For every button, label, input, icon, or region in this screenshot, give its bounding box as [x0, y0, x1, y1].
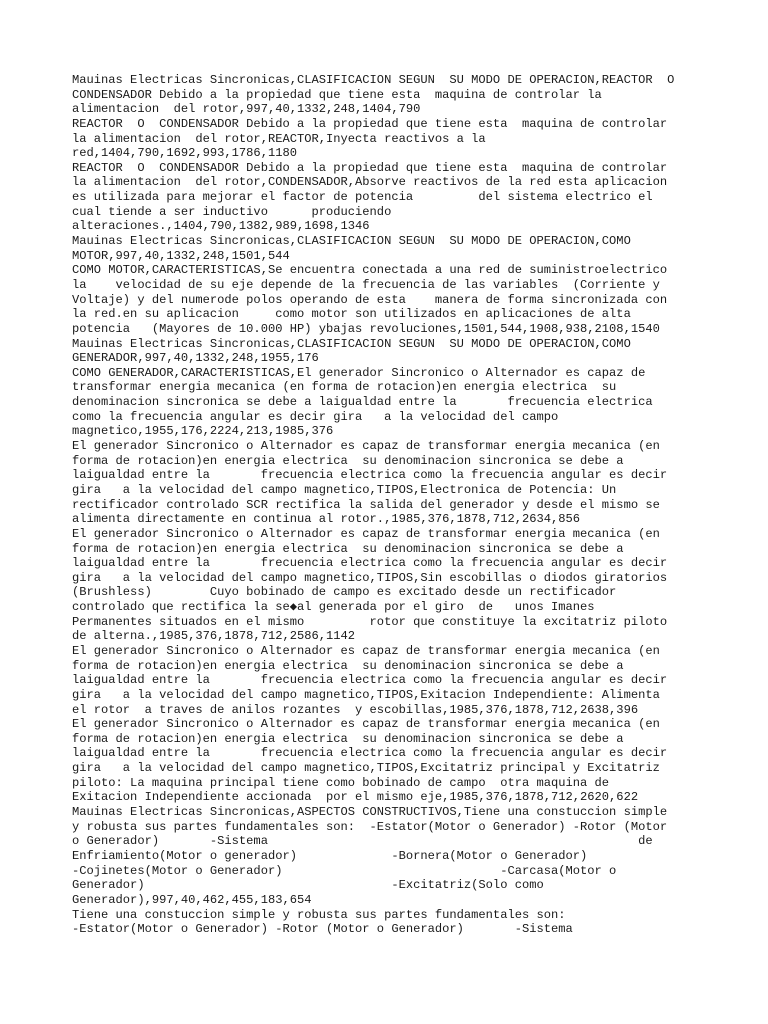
text-line: -Cojinetes(Motor o Generador) -Carcasa(Motor o — [72, 863, 617, 878]
text-line: potencia (Mayores de 10.000 HP) ybajas revoluciones,1501,544,1908,938,2108,1540 — [72, 321, 660, 336]
text-line: CONDENSADOR Debido a la propiedad que tiene esta maquina de controlar la — [72, 87, 602, 102]
text-line: El generador Sincronico o Alternador es capaz de transformar energia mecanica (en — [72, 439, 660, 454]
text-line: piloto: La maquina principal tiene como bobinado de campo otra maquina de — [72, 775, 610, 790]
text-line: de alterna.,1985,376,1878,712,2586,1142 — [72, 629, 356, 644]
text-line: Mauinas Electricas Sincronicas,CLASIFICACION SEGUN SU MODO DE OPERACION,COMO — [72, 234, 631, 249]
text-line: la velocidad de su eje depende de la frecuencia de las variables (Corriente y — [72, 277, 660, 292]
text-line: la alimentacion del rotor,CONDENSADOR,Absorve reactivos de la red esta aplicacion — [72, 175, 668, 190]
text-line: laigualdad entre la frecuencia electrica como la frecuencia angular es decir — [72, 468, 668, 483]
text-line: forma de rotacion)en energia electrica su denominacion sincronica se debe a — [72, 658, 624, 673]
text-line: Mauinas Electricas Sincronicas,CLASIFICACION SEGUN SU MODO DE OPERACION,COMO — [72, 336, 631, 351]
text-line: Generador) -Excitatriz(Solo como — [72, 878, 544, 893]
text-line: magnetico,1955,176,2224,213,1985,376 — [72, 424, 334, 439]
text-line: forma de rotacion)en energia electrica su denominacion sincronica se debe a — [72, 731, 624, 746]
text-line: Voltaje) y del numerode polos operando de esta manera de forma sincronizada con — [72, 292, 668, 307]
text-line: laigualdad entre la frecuencia electrica como la frecuencia angular es decir — [72, 556, 668, 571]
text-line: REACTOR O CONDENSADOR Debido a la propiedad que tiene esta maquina de controlar — [72, 160, 668, 175]
text-line: El generador Sincronico o Alternador es capaz de transformar energia mecanica (en — [72, 526, 660, 541]
text-line: REACTOR O CONDENSADOR Debido a la propiedad que tiene esta maquina de controlar — [72, 116, 668, 131]
text-line: alteraciones.,1404,790,1382,989,1698,1346 — [72, 219, 370, 234]
text-line: laigualdad entre la frecuencia electrica como la frecuencia angular es decir — [72, 746, 668, 761]
text-line: la alimentacion del rotor,REACTOR,Inyecta reactivos a la — [72, 131, 486, 146]
text-line: laigualdad entre la frecuencia electrica como la frecuencia angular es decir — [72, 673, 668, 688]
text-line: rectificador controlado SCR rectifica la salida del generador y desde el mismo se — [72, 497, 660, 512]
text-line: Tiene una constuccion simple y robusta sus partes fundamentales son: — [72, 907, 566, 922]
document-text — [72, 73, 712, 937]
text-line: forma de rotacion)en energia electrica su denominacion sincronica se debe a — [72, 453, 624, 468]
text-line: forma de rotacion)en energia electrica su denominacion sincronica se debe a — [72, 541, 624, 556]
text-line: o Generador) -Sistema de — [72, 834, 653, 849]
text-line: gira a la velocidad del campo magnetico,TIPOS,Electronica de Potencia: Un — [72, 482, 617, 497]
text-line: alimentacion del rotor,997,40,1332,248,1404,790 — [72, 102, 421, 117]
text-line: Generador),997,40,462,455,183,654 — [72, 892, 312, 907]
text-line: es utilizada para mejorar el factor de potencia del sistema electrico el — [72, 190, 653, 205]
text-line: COMO MOTOR,CARACTERISTICAS,Se encuentra conectada a una red de suministroelectrico — [72, 263, 668, 278]
text-line: gira a la velocidad del campo magnetico,TIPOS,Excitatriz principal y Excitatriz — [72, 761, 660, 776]
text-line: Exitacion Independiente accionada por el mismo eje,1985,376,1878,712,2620,622 — [72, 790, 639, 805]
text-line: El generador Sincronico o Alternador es capaz de transformar energia mecanica (en — [72, 717, 660, 732]
text-line: denominacion sincronica se debe a laigualdad entre la frecuencia electrica — [72, 395, 653, 410]
text-line: GENERADOR,997,40,1332,248,1955,176 — [72, 351, 319, 366]
text-line: cual tiende a ser inductivo produciendo — [72, 204, 392, 219]
text-line: Permanentes situados en el mismo rotor que constituye la excitatriz piloto — [72, 614, 668, 629]
text-line: Enfriamiento(Motor o generador) -Bornera(Motor o Generador) — [72, 848, 588, 863]
text-line: Mauinas Electricas Sincronicas,CLASIFICACION SEGUN SU MODO DE OPERACION,REACTOR O — [72, 73, 675, 87]
text-line: El generador Sincronico o Alternador es capaz de transformar energia mecanica (en — [72, 643, 660, 658]
text-line: alimenta directamente en continua al rotor.,1985,376,1878,712,2634,856 — [72, 512, 581, 527]
text-line: -Estator(Motor o Generador) -Rotor (Motor o Generador) -Sistema — [72, 922, 573, 937]
text-line: la red.en su aplicacion como motor son utilizados en aplicaciones de alta — [72, 307, 631, 322]
text-line: controlado que rectifica la se◆al generada por el giro de unos Imanes — [72, 600, 595, 615]
text-line: gira a la velocidad del campo magnetico,TIPOS,Exitacion Independiente: Alimenta — [72, 687, 660, 702]
text-line: y robusta sus partes fundamentales son: -Estator(Motor o Generador) -Rotor (Motor — [72, 819, 668, 834]
text-line: MOTOR,997,40,1332,248,1501,544 — [72, 248, 290, 263]
text-line: COMO GENERADOR,CARACTERISTICAS,El generador Sincronico o Alternador es capaz de — [72, 365, 646, 380]
text-line: Mauinas Electricas Sincronicas,ASPECTOS CONSTRUCTIVOS,Tiene una constuccion simple — [72, 805, 668, 820]
text-line: el rotor a traves de anilos rozantes y escobillas,1985,376,1878,712,2638,396 — [72, 702, 639, 717]
text-line: transformar energia mecanica (en forma de rotacion)en energia electrica su — [72, 380, 617, 395]
text-line: como la frecuencia angular es decir gira a la velocidad del campo — [72, 409, 559, 424]
text-line: gira a la velocidad del campo magnetico,TIPOS,Sin escobillas o diodos giratorios — [72, 570, 668, 585]
text-line: red,1404,790,1692,993,1786,1180 — [72, 146, 297, 161]
text-line: (Brushless) Cuyo bobinado de campo es excitado desde un rectificador — [72, 585, 617, 600]
